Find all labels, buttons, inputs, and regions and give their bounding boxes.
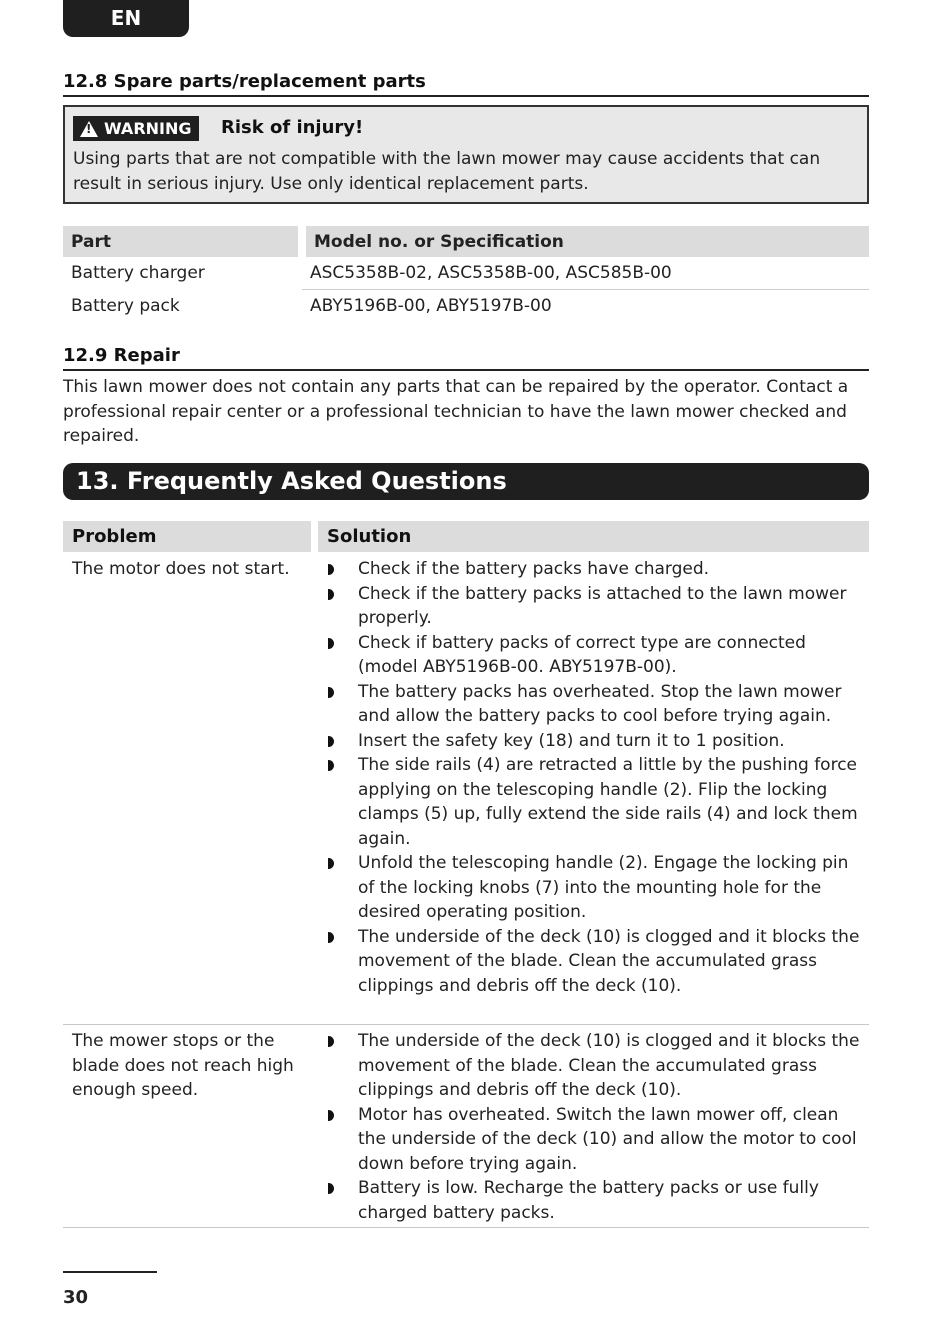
repair-text: This lawn mower does not contain any parts that can be repaired by the operator. Contact a professional repair center or a professional technician to have the lawn mower checked and repaired. bbox=[63, 377, 849, 446]
parts-table bbox=[63, 226, 869, 322]
list-item bbox=[326, 851, 862, 925]
bullet-icon bbox=[328, 736, 334, 747]
solution-text: The underside of the deck (10) is clogged and it blocks the movement of the blade. Clean the accumulated grass clippings and debris off the deck (10). bbox=[358, 926, 860, 996]
list-item bbox=[326, 753, 862, 851]
list-item bbox=[326, 1029, 862, 1103]
parts-header-spec: Model no. or Specification bbox=[302, 226, 869, 257]
solution-text: Unfold the telescoping handle (2). Engage the locking pin of the locking knobs (7) into the mounting hole for the desired operating position. bbox=[358, 853, 849, 922]
list-item bbox=[326, 729, 862, 754]
spec-cell: ABY5196B-00, ABY5197B-00 bbox=[310, 296, 552, 316]
spare-parts-title: 12.8 Spare parts/replacement parts bbox=[63, 71, 869, 97]
solution-text: Check if battery packs of correct type are connected (model ABY5196B-00. ABY5197B-00). bbox=[358, 632, 806, 677]
bullet-icon bbox=[328, 760, 334, 771]
list-item bbox=[326, 582, 862, 631]
part-cell: Battery pack bbox=[71, 295, 180, 316]
language-tab: EN bbox=[63, 0, 189, 37]
table-row bbox=[63, 257, 869, 290]
bullet-icon bbox=[328, 1036, 334, 1047]
warning-label-text: WARNING bbox=[104, 119, 192, 138]
faq-header-solution: Solution bbox=[318, 521, 869, 552]
list-item bbox=[326, 1103, 862, 1177]
faq-problem-2: The mower stops or the blade does not reach high enough speed. bbox=[72, 1031, 294, 1100]
list-item bbox=[326, 680, 862, 729]
warning-triangle-icon bbox=[80, 121, 98, 137]
table-bottom-divider bbox=[63, 1227, 869, 1228]
solution-text: The battery packs has overheated. Stop the lawn mower and allow the battery packs to cool before trying again. bbox=[358, 681, 842, 726]
parts-header-part: Part bbox=[63, 226, 302, 257]
solution-text: Check if the battery packs is attached to the lawn mower properly. bbox=[358, 583, 847, 628]
bullet-icon bbox=[328, 564, 334, 575]
table-row bbox=[63, 290, 869, 323]
bullet-icon bbox=[328, 687, 334, 698]
warning-box bbox=[63, 105, 869, 204]
repair-title: 12.9 Repair bbox=[63, 345, 869, 371]
faq-problem-1: The motor does not start. bbox=[72, 559, 290, 579]
solution-text: Insert the safety key (18) and turn it to 1 position. bbox=[358, 730, 785, 751]
solution-text: Battery is low. Recharge the battery packs or use fully charged battery packs. bbox=[358, 1178, 819, 1223]
warning-heading: Risk of injury! bbox=[221, 117, 364, 138]
bullet-icon bbox=[328, 1183, 334, 1194]
solution-text: Motor has overheated. Switch the lawn mower off, clean the underside of the deck (10) and allow the motor to cool down before trying again. bbox=[358, 1104, 857, 1174]
parts-table-header bbox=[63, 226, 869, 257]
spec-cell: ASC5358B-02, ASC5358B-00, ASC585B-00 bbox=[302, 257, 869, 290]
warning-label bbox=[73, 116, 199, 141]
faq-solutions-1 bbox=[326, 557, 862, 998]
solution-text: The underside of the deck (10) is clogged and it blocks the movement of the blade. Clean the accumulated grass clippings and debris off the deck (10). bbox=[358, 1031, 860, 1100]
bullet-icon bbox=[328, 1110, 334, 1121]
solution-text: The side rails (4) are retracted a little by the pushing force applying on the telescoping handle (2). Flip the locking clamps (5) up, fully extend the side rails (4) and lock them again. bbox=[358, 755, 858, 849]
bullet-icon bbox=[328, 589, 334, 600]
faq-header-problem: Problem bbox=[63, 521, 311, 552]
list-item bbox=[326, 925, 862, 999]
row-divider bbox=[63, 1024, 869, 1025]
bullet-icon bbox=[328, 638, 334, 649]
part-cell: Battery charger bbox=[71, 263, 205, 284]
bullet-icon bbox=[328, 932, 334, 943]
bullet-icon bbox=[328, 858, 334, 869]
footer-rule bbox=[63, 1271, 157, 1273]
list-item bbox=[326, 631, 862, 680]
list-item bbox=[326, 557, 862, 582]
faq-solutions-2 bbox=[326, 1029, 862, 1225]
solution-text: Check if the battery packs have charged. bbox=[358, 559, 710, 579]
list-item bbox=[326, 1176, 862, 1225]
warning-text: Using parts that are not compatible with the lawn mower may cause accidents that can result in serious injury. Use only identical replacement parts. bbox=[73, 149, 821, 194]
page-number: 30 bbox=[63, 1287, 89, 1308]
faq-chapter-title: 13. Frequently Asked Questions bbox=[63, 463, 869, 500]
